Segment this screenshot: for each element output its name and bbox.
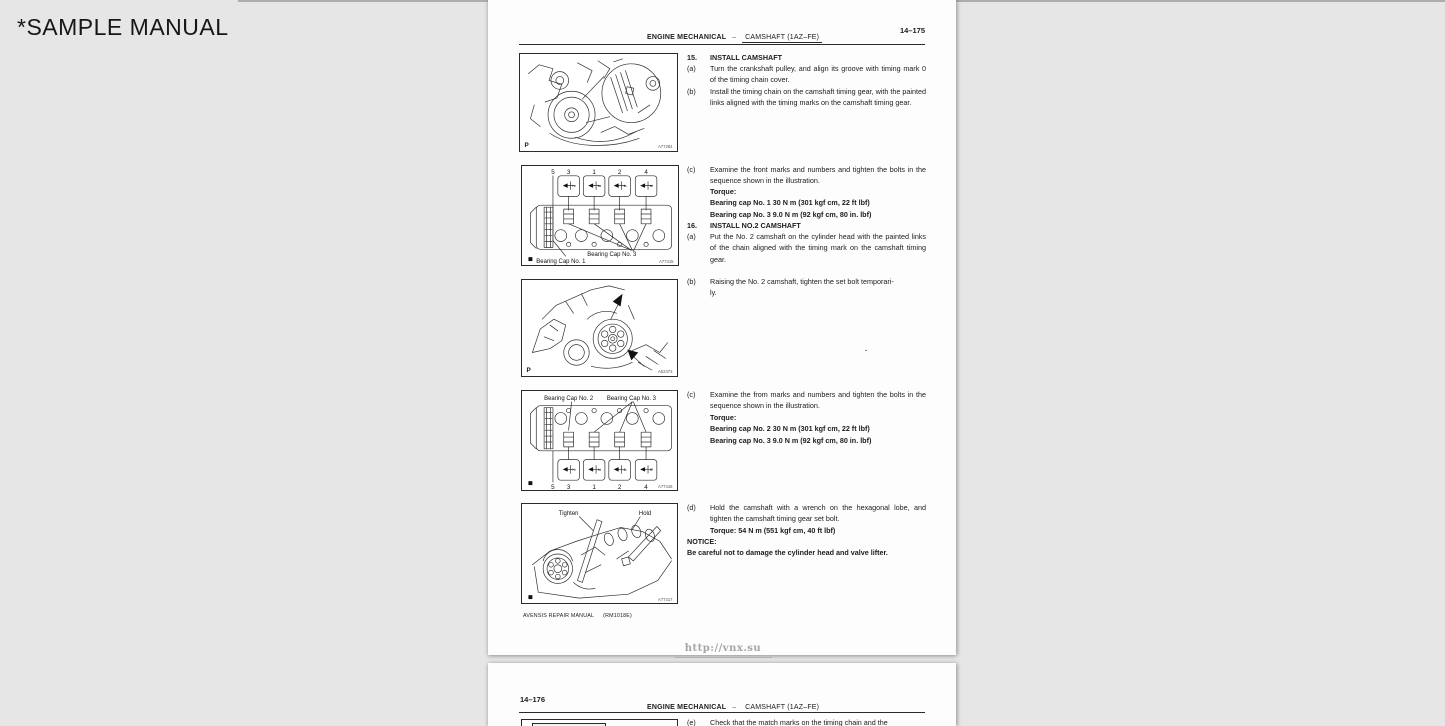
callout-label: 3 (597, 468, 603, 471)
crankshaft-pulley-drawing (520, 54, 677, 151)
bearing-cap-3-label: Bearing Cap No. 3 (587, 252, 637, 259)
figure-tighten-hold (521, 503, 678, 604)
notice-text: Be careful not to damage the cylinder head and valve lifter. (687, 548, 888, 557)
step-16c (687, 389, 927, 412)
notice-label: NOTICE: (687, 537, 717, 546)
footer-manual-name: AVENSIS REPAIR MANUAL (523, 613, 595, 619)
callout-label: 3 (597, 184, 603, 188)
torque-label: Torque: (710, 413, 737, 422)
header-separator: – (732, 34, 737, 41)
page-header (647, 704, 822, 711)
sequence-number: 3 (566, 484, 571, 490)
item-text: Put the No. 2 camshaft on the cylinder head with the painted links of the chain aligned with the timing mark on the camshaft timing gear. (710, 232, 926, 264)
figure-code: A52473 (657, 369, 673, 375)
item-text: Hold the camshaft with a wrench on the hexagonal lobe, and tighten the camshaft timing gear set bolt. (710, 503, 926, 524)
torque-spec: Torque: 54 N m (551 kgf cm, 40 ft lbf) (710, 526, 836, 535)
step-title: INSTALL NO.2 CAMSHAFT (710, 221, 801, 230)
sequence-number: 5 (551, 168, 555, 176)
footer-manual-code: (RM1018E) (603, 613, 633, 619)
header-section: ENGINE MECHANICAL (647, 34, 727, 41)
step-15-heading (687, 52, 927, 63)
sequence-number: 4 (644, 484, 648, 490)
step-partial (687, 717, 927, 726)
item-text: Turn the crankshaft pulley, and align its groove with timing mark 0 of the timing chain cover. (710, 64, 926, 85)
step-number: 16. (687, 221, 697, 230)
torque-label: Torque: (710, 187, 737, 196)
item-marker: (b) (687, 87, 696, 96)
page-footer (523, 613, 632, 619)
tighten-label: Tighten (558, 510, 579, 517)
figure-code: A77284 (657, 144, 673, 150)
figure-bearing-cap-sequence-1 (521, 165, 679, 266)
header-rule (519, 712, 925, 713)
callout-label: 5 (648, 468, 654, 471)
item-text: Examine the from marks and numbers and tighten the bolts in the sequence shown in the illustration. (710, 390, 926, 411)
site-watermark (674, 638, 772, 658)
torque-spec: Bearing cap No. 2 30 N m (301 kgf cm, 22 ft lbf) (710, 424, 870, 433)
step-16a (687, 231, 927, 265)
sequence-number: 3 (566, 168, 571, 176)
item-marker: (e) (687, 718, 696, 726)
bearing-cap-2-label: Bearing Cap No. 2 (544, 395, 594, 402)
figure-bearing-cap-sequence-2 (521, 390, 678, 491)
item-text-line2: ly. (710, 288, 717, 298)
item-text: Install the timing chain on the camshaft timing gear, with the painted links aligned with the timing marks on the camshaft timing gear. (710, 87, 926, 108)
camshaft-set-bolt-drawing (522, 280, 677, 376)
figure-partial (521, 719, 678, 726)
hold-label: Hold (638, 510, 652, 517)
sequence-number: 5 (551, 484, 555, 490)
header-rule (519, 44, 925, 45)
item-marker: (d) (687, 503, 696, 512)
figure-corner-mark: P (524, 142, 529, 150)
stray-dot: . (865, 344, 867, 353)
item-text (710, 276, 926, 299)
item-marker: (b) (687, 277, 696, 286)
item-marker: (a) (687, 64, 696, 73)
callout-label: 4 (622, 184, 628, 188)
callout-label: 5 (648, 184, 654, 188)
sequence-number: 1 (592, 484, 596, 490)
item-marker: (c) (687, 390, 696, 399)
step-15b (687, 86, 927, 109)
tighten-hold-drawing (522, 504, 677, 603)
bearing-cap-drawing-2 (522, 391, 677, 490)
figure-code: A77416 (658, 484, 673, 490)
bearing-cap-drawing-1 (522, 166, 678, 265)
callout-label: 2 (571, 468, 577, 471)
sequence-number: 2 (617, 484, 622, 490)
header-subsection: CAMSHAFT (1AZ–FE) (742, 704, 822, 713)
item-text: Check that the match marks on the timing chain and the (710, 718, 888, 726)
step-title: INSTALL CAMSHAFT (710, 53, 783, 62)
step-15a (687, 63, 927, 86)
manual-page-14-175 (488, 0, 956, 655)
manual-page-14-176 (488, 663, 956, 726)
figure-crankshaft-pulley (519, 53, 678, 152)
step-16-heading (687, 220, 927, 231)
sequence-number: 2 (617, 168, 622, 176)
step-15c (687, 164, 927, 187)
header-subsection: CAMSHAFT (1AZ–FE) (742, 34, 822, 43)
sequence-number: 4 (644, 168, 648, 176)
page-number: 14–175 (899, 26, 925, 35)
figure-code: A77415 (659, 259, 674, 265)
figure-code: A77417 (658, 597, 673, 603)
watermark-url: http://vnx.su (684, 643, 762, 654)
torque-spec: Bearing cap No. 1 30 N m (301 kgf cm, 22 ft lbf) (710, 198, 870, 207)
page-number: 14–176 (520, 695, 546, 704)
figure-corner-mark: P (526, 367, 531, 375)
item-text: Examine the front marks and numbers and tighten the bolts in the sequence shown in the illustration. (710, 165, 926, 186)
step-16d (687, 502, 927, 525)
step-number: 15. (687, 53, 697, 62)
bearing-cap-1-label: Bearing Cap No. 1 (536, 259, 586, 265)
torque-spec: Bearing cap No. 3 9.0 N m (92 kgf cm, 80 in. lbf) (710, 436, 872, 445)
header-section: ENGINE MECHANICAL (647, 704, 727, 711)
callout-label: 4 (622, 468, 628, 471)
step-16b (687, 276, 927, 299)
sequence-number: 1 (592, 168, 596, 176)
item-marker: (c) (687, 165, 696, 174)
figure-camshaft-set-bolt (521, 279, 678, 377)
header-separator: – (732, 704, 737, 711)
callout-label: 2 (571, 184, 577, 188)
bearing-cap-3-label: Bearing Cap No. 3 (606, 395, 656, 402)
page-header (647, 34, 822, 41)
torque-spec: Bearing cap No. 3 9.0 N m (92 kgf cm, 80 in. lbf) (710, 210, 872, 219)
item-marker: (a) (687, 232, 696, 241)
sample-manual-label: *SAMPLE MANUAL (17, 14, 229, 40)
item-text-line1: Raising the No. 2 camshaft, tighten the set bolt temporari- (710, 277, 894, 286)
